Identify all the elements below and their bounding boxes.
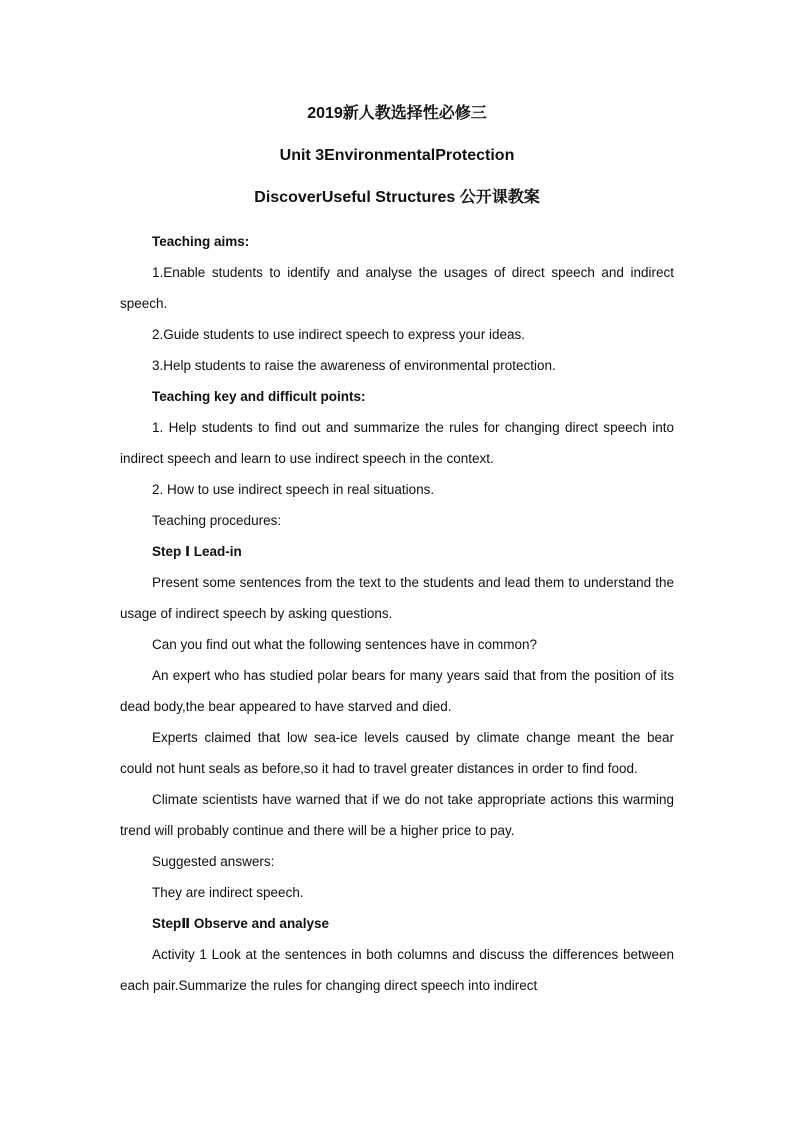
paragraph-aim-3: 3.Help students to raise the awareness of environmental protection. bbox=[152, 358, 556, 373]
heading-step-1: Step Ⅰ Lead-in bbox=[152, 544, 242, 559]
lesson-title: DiscoverUseful Structures 公开课教案 bbox=[254, 189, 540, 206]
paragraph-activity-1: Activity 1 Look at the sentences in both columns and discuss the differences between each pair.Summarize the rules for changing direct speech into indirect bbox=[120, 947, 674, 993]
paragraph-example-3: Climate scientists have warned that if we do not take appropriate actions this warming trend will probably continue and there will be a higher price to pay. bbox=[120, 792, 674, 838]
paragraph-question: Can you find out what the following sentences have in common? bbox=[152, 637, 537, 652]
document-body bbox=[120, 226, 674, 1001]
heading-step-2: StepⅡ Observe and analyse bbox=[152, 916, 329, 931]
document-content bbox=[120, 104, 674, 1001]
unit-title: Unit 3EnvironmentalProtection bbox=[279, 147, 515, 164]
document-title: 2019新人教选择性必修三 bbox=[307, 105, 487, 122]
paragraph-key-point-2: 2. How to use indirect speech in real situations. bbox=[152, 482, 435, 497]
heading-teaching-aims: Teaching aims: bbox=[152, 234, 250, 249]
paragraph-example-2: Experts claimed that low sea-ice levels caused by climate change meant the bear could not hunt seals as before,so it had to travel greater distances in order to find food. bbox=[120, 730, 674, 776]
paragraph-key-point-1: 1. Help students to find out and summarize the rules for changing direct speech into indirect speech and learn to use indirect speech in the context. bbox=[120, 420, 674, 466]
paragraph-suggested-answers: Suggested answers: bbox=[152, 854, 275, 869]
paragraph-aim-1: 1.Enable students to identify and analyse the usages of direct speech and indirect speech. bbox=[120, 265, 674, 311]
paragraph-example-1: An expert who has studied polar bears for many years said that from the position of its dead body,the bear appeared to have starved and died. bbox=[120, 668, 674, 714]
paragraph-aim-2: 2.Guide students to use indirect speech to express your ideas. bbox=[152, 327, 525, 342]
paragraph-answer: They are indirect speech. bbox=[152, 885, 304, 900]
paragraph-lead-in: Present some sentences from the text to the students and lead them to understand the usage of indirect speech by asking questions. bbox=[120, 575, 674, 621]
heading-key-points: Teaching key and difficult points: bbox=[152, 389, 366, 404]
paragraph-teaching-procedures: Teaching procedures: bbox=[152, 513, 282, 528]
